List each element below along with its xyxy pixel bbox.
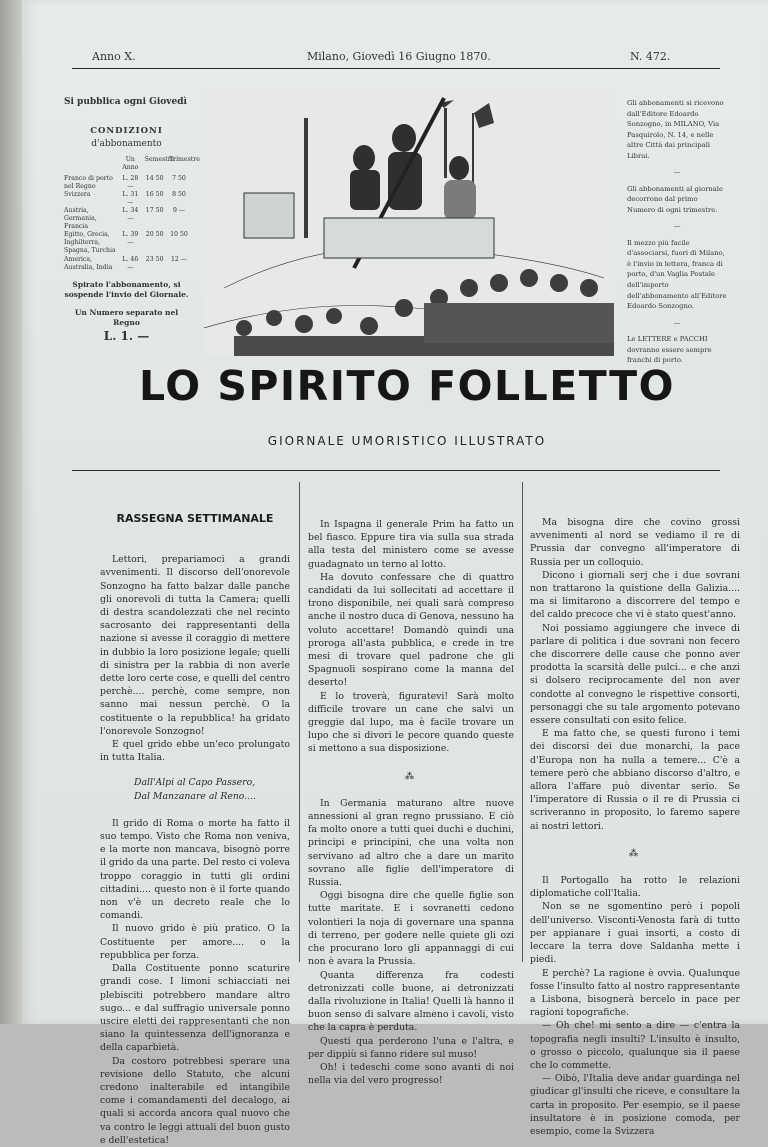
rate-value: 8 50 [172, 191, 186, 198]
rate-place: Franco di porto nel Regno [64, 174, 113, 190]
publisher-notes: Gli abbonamenti si ricevono dall'Editore Edoardo Sonzogno, in MILANO, Via Pasquirolo, N. 14, e nelle altre Città dai principali Librai. — Gli abbonamenti al giornale decorrono dal primo Numero di ogni trimestre. — Il mezzo più facile d'associarsi, fuori di Milano, è l'invio in lettera, franca di porto, d'un Vaglia Postale dell'importo dell'abbonamento all'Editore Edoardo Sonzogno. — Le LETTERE e PACCHI dovranno essere sempre franchi di porto. [627, 99, 727, 365]
conditions-title: CONDIZIONI [90, 126, 163, 137]
single-copy-label: Un Numero separato nel Regno [74, 307, 179, 327]
rate-row [64, 231, 189, 255]
rate-header: Semestre [144, 155, 175, 163]
publication-frequency: Si pubblica ogni Giovedì [64, 97, 187, 107]
article-paragraph: E perchè? La ragione è ovvia. Qualunque fosse l'insulto fatto al nostro rappresentante a Lisbona, bisognerà bercelo in pace per ragioni topografiche. [530, 967, 740, 1019]
section-separator: ⁂ [628, 847, 642, 859]
article-paragraph: Questi qua perderono l'una e l'altra, e per dippiù si fanno ridere sul muso! [308, 1035, 514, 1060]
rate-value: L. 34 — [122, 207, 139, 223]
rate-row [64, 256, 189, 272]
article-paragraph: Quanta differenza fra codesti detronizzati colle buone, ai detronizzati dalla rivoluzione in Italia! Quelli là hanno il buon senso di salvare almeno i cavoli, visto che la capra è perduta. [308, 969, 514, 1034]
note-letters: Le LETTERE e PACCHI dovranno essere sempre franchi di porto. [627, 335, 712, 365]
section-title: RASSEGNA SETTIMANALE [116, 512, 274, 525]
article-paragraph: — Oibò, l'Italia deve andar guardinga nel giudicar gl'insulti che riceve, e consultare la carta in proposito. Per esempio, se il paese insultatore è in posizione comoda, per esempio, come la Svizzera [530, 1073, 740, 1137]
subscription-note: Spirato l'abbonamento, si sospende l'invio del Giornale. [64, 279, 189, 299]
page-binding-edge [0, 0, 22, 1024]
article-paragraph: Dalla Costituente ponno scaturire grandi cose. I limoni schiacciati nei plebisciti potrebbero mandare altro sugo... e dal suffragio universale ponno uscire eletti dei rappresentanti che non siano la quintessenza dell'ignoranza e della caparbietà. [100, 963, 290, 1054]
article-column-1 [100, 512, 290, 1147]
verse-line: Dall'Alpi al Capo Passero, [134, 777, 256, 789]
rate-value: 20 50 [145, 231, 164, 239]
top-rule [72, 68, 720, 69]
verse-line: Dal Manzanare al Reno.... [134, 790, 257, 802]
article-paragraph: Il nuovo grido è più pratico. O la Costituente per amore.... o la repubblica per forza. [100, 923, 290, 961]
rate-row [64, 175, 189, 191]
article-paragraph: Oh! i tedeschi come sono avanti di noi nella via del vero progresso! [308, 1061, 514, 1087]
rate-row [64, 191, 189, 207]
article-paragraph: Ma bisogna dire che covino grossi avvenimenti al nord se vediamo il re di Prussia dar convegno all'imperatore di Russia per un colloquio. [530, 517, 740, 568]
rate-value: L. 28 — [122, 174, 139, 190]
rate-value: L. 39 — [122, 231, 139, 247]
single-copy-price: L. 1. — [103, 329, 150, 344]
rate-value: 14 50 [145, 174, 164, 182]
masthead-illustration [204, 88, 614, 356]
article-paragraph: Il Portogallo ha rotto le relazioni diplomatiche coll'Italia. [530, 875, 740, 900]
note-subscriptions: Gli abbonamenti si ricevono dall'Editore Edoardo Sonzogno, in MILANO, Via Pasquirolo, N. 14, e nelle altre Città dai principali Librai. [627, 99, 724, 160]
article-paragraph: Non se ne sgomentino però i popoli dell'universo. Visconti-Venosta farà di tutto per appianare i guai insorti, a costo di leccare la terra dove Saldanha mette i piedi. [530, 901, 740, 966]
rate-value: 7 50 [172, 174, 186, 182]
conditions-subtitle: d'abbonamento [91, 138, 162, 149]
rate-value: 16 50 [145, 191, 164, 198]
article-paragraph: Dicono i giornali serj che i due sovrani non trattarono la quistione della Galizia.... ma si limitarono a discorrere del tempo e del caldo precoce che vi è stato quest'anno. [530, 569, 740, 621]
rate-place: America, Australia, India [64, 255, 113, 271]
article-paragraph: Noi possiamo aggiungere che invece di parlare di politica i due sovrani non fecero che discorrere delle cause che ponno aver prodotta la scarsità delle pulci... e che anzi si dolsero reciprocamente del non aver condotte al convegno le rispettive consorti, personaggi che su tale argomento potevano essere consultati con esito felice. [530, 622, 740, 727]
volume-year: Anno X. [92, 50, 136, 63]
section-separator: ⁂ [404, 770, 418, 782]
rate-place: Svizzera [64, 191, 91, 198]
rate-value: 23 50 [145, 255, 164, 263]
rate-row [64, 207, 189, 231]
newspaper-title: LO SPIRITO FOLLETTO [139, 362, 675, 410]
rate-value: 12 — [170, 255, 187, 263]
article-paragraph: — Oh che! mi sento a dire — c'entra la topografia negli insulti? L'insulto è insulto, o grosso o piccolo, qualunque sia il paese che lo commette. [530, 1020, 740, 1071]
article-paragraph: In Germania maturano altre nuove annessioni al gran regno prussiano. E ciò fa molto onore a tutti quei duchi e duchini, principi e principini, che una volta non servivano ad altro che a dare un marito sovrano alle figlie dell'imperatore di Russia. [308, 797, 514, 889]
rate-header: Un Anno [122, 155, 139, 171]
rate-value: 9 — [172, 207, 186, 215]
article-paragraph: In Ispagna il generale Prim ha fatto un bel fiasco. Eppure tira via sulla sua strada alla testa del ministero come se avesse guadagnato un terno al lotto. [308, 519, 514, 570]
article-paragraph: E quel grido ebbe un'eco prolungato in tutta Italia. [100, 739, 290, 764]
rate-place: Austria, Germania, Francia [64, 207, 97, 231]
rate-value: 17 50 [145, 207, 164, 215]
rate-header: Trimestre [168, 155, 200, 163]
issue-number: N. 472. [630, 50, 671, 63]
note-payment: Il mezzo più facile d'associarsi, fuori di Milano, è l'invio in lettera, franca di porto, d'un Vaglia Postale dell'importo dell'abbonamento all'Editore Edoardo Sonzogno. [627, 238, 727, 311]
article-paragraph: Il grido di Roma o morte ha fatto il suo tempo. Visto che Roma non veniva, e la morte non mancava, bisognò porre il grido da una parte. Del resto ci voleva troppo coraggio in tutti gli ordini cittadini.... questo non è il forte quando non v'è un decreto reale che lo comandi. [100, 817, 290, 922]
rate-value: L. 31 — [122, 191, 139, 207]
rate-table [64, 175, 189, 272]
newspaper-subtitle: GIORNALE UMORISTICO ILLUSTRATO [267, 434, 547, 448]
article-paragraph: E lo troverà, figuratevi! Sarà molto difficile trovare un cane che salvi un greggie dal lupo, ma è facile trovare un lupo che si divori le pecore quando queste si mettono a sua disposizione. [308, 690, 514, 755]
rate-place: Egitto, Grecia, Inghilterra, Spagna, Turchia [64, 231, 116, 255]
column-divider [299, 482, 300, 962]
article-paragraph: Da costoro potrebbesi sperare una revisione dello Statuto, che alcuni credono inalterabile ed intangibile come i comandamenti del decalogo, ai quali si accorda ancora qual nuovo che va contro le leggi attuali del buon gusto e dell'estetica! [100, 1055, 290, 1146]
article-column-2 [308, 518, 514, 1087]
article-column-3 [530, 516, 740, 1138]
dateline: Milano, Giovedì 16 Giugno 1870. [307, 50, 491, 63]
article-paragraph: Lettori, prepariamoci a grandi avvenimenti. Il discorso dell'onorevole Sonzogno ha fatto balzar dalle panche gli onorevoli di tutta la Camera; quelli di destra scandolezzati che nel recinto sacrosanto dei rappresentanti della nazione si avesse il coraggio di mettere in dubbio la loro posizione legale; quelli di sinistra per la rabbia di non averle dette loro certe cose, e quelli del centro perchè.... perchè, come sempre, non sanno mai nessun perchè. O la costituente o la repubblica! ha gridato l'onorevole Sonzogno! [100, 554, 290, 737]
article-paragraph: Ha dovuto confessare che di quattro candidati da lui sollecitati ad accettare il trono disponibile, nei quali sarà compreso anche il nostro duca di Genova, nessuno ha voluto accettare! Domandò quindi una proroga all'asta pubblica, e crede in tre mesi di trovare quel padrone che gli Spagnuoli sospirano come la manna del deserto! [308, 571, 514, 689]
article-paragraph: Oggi bisogna dire che quelle figlie son tutte maritate. E i sovranetti cedono volontieri la noja di governare una spanna di terreno, per godere nelle quiete gli ozi che procurano loro gli appannaggi di cui non è avara la Prussia. [308, 890, 514, 968]
rate-value: L. 46 — [122, 255, 139, 271]
newspaper-page [22, 0, 768, 1146]
column-divider [522, 482, 523, 962]
masthead-rule [72, 470, 720, 471]
article-paragraph: E ma fatto che, se questi furono i temi dei discorsi dei due monarchi, la pace d'Europa non ha nulla a temere... C'è a temere però che abbiano discorso d'altro, e allora l'affare può diventar serio. Se l'imperatore di Russia o il re di Prussia ci scriveranno in proposito, lo faremo sapere ai nostri lettori. [530, 728, 740, 832]
note-start: Gli abbonamenti al giornale decorrono dal primo Numero di ogni trimestre. [627, 184, 724, 214]
rate-value: 10 50 [170, 231, 188, 239]
subscription-box [64, 96, 200, 344]
rate-headers [64, 155, 200, 172]
